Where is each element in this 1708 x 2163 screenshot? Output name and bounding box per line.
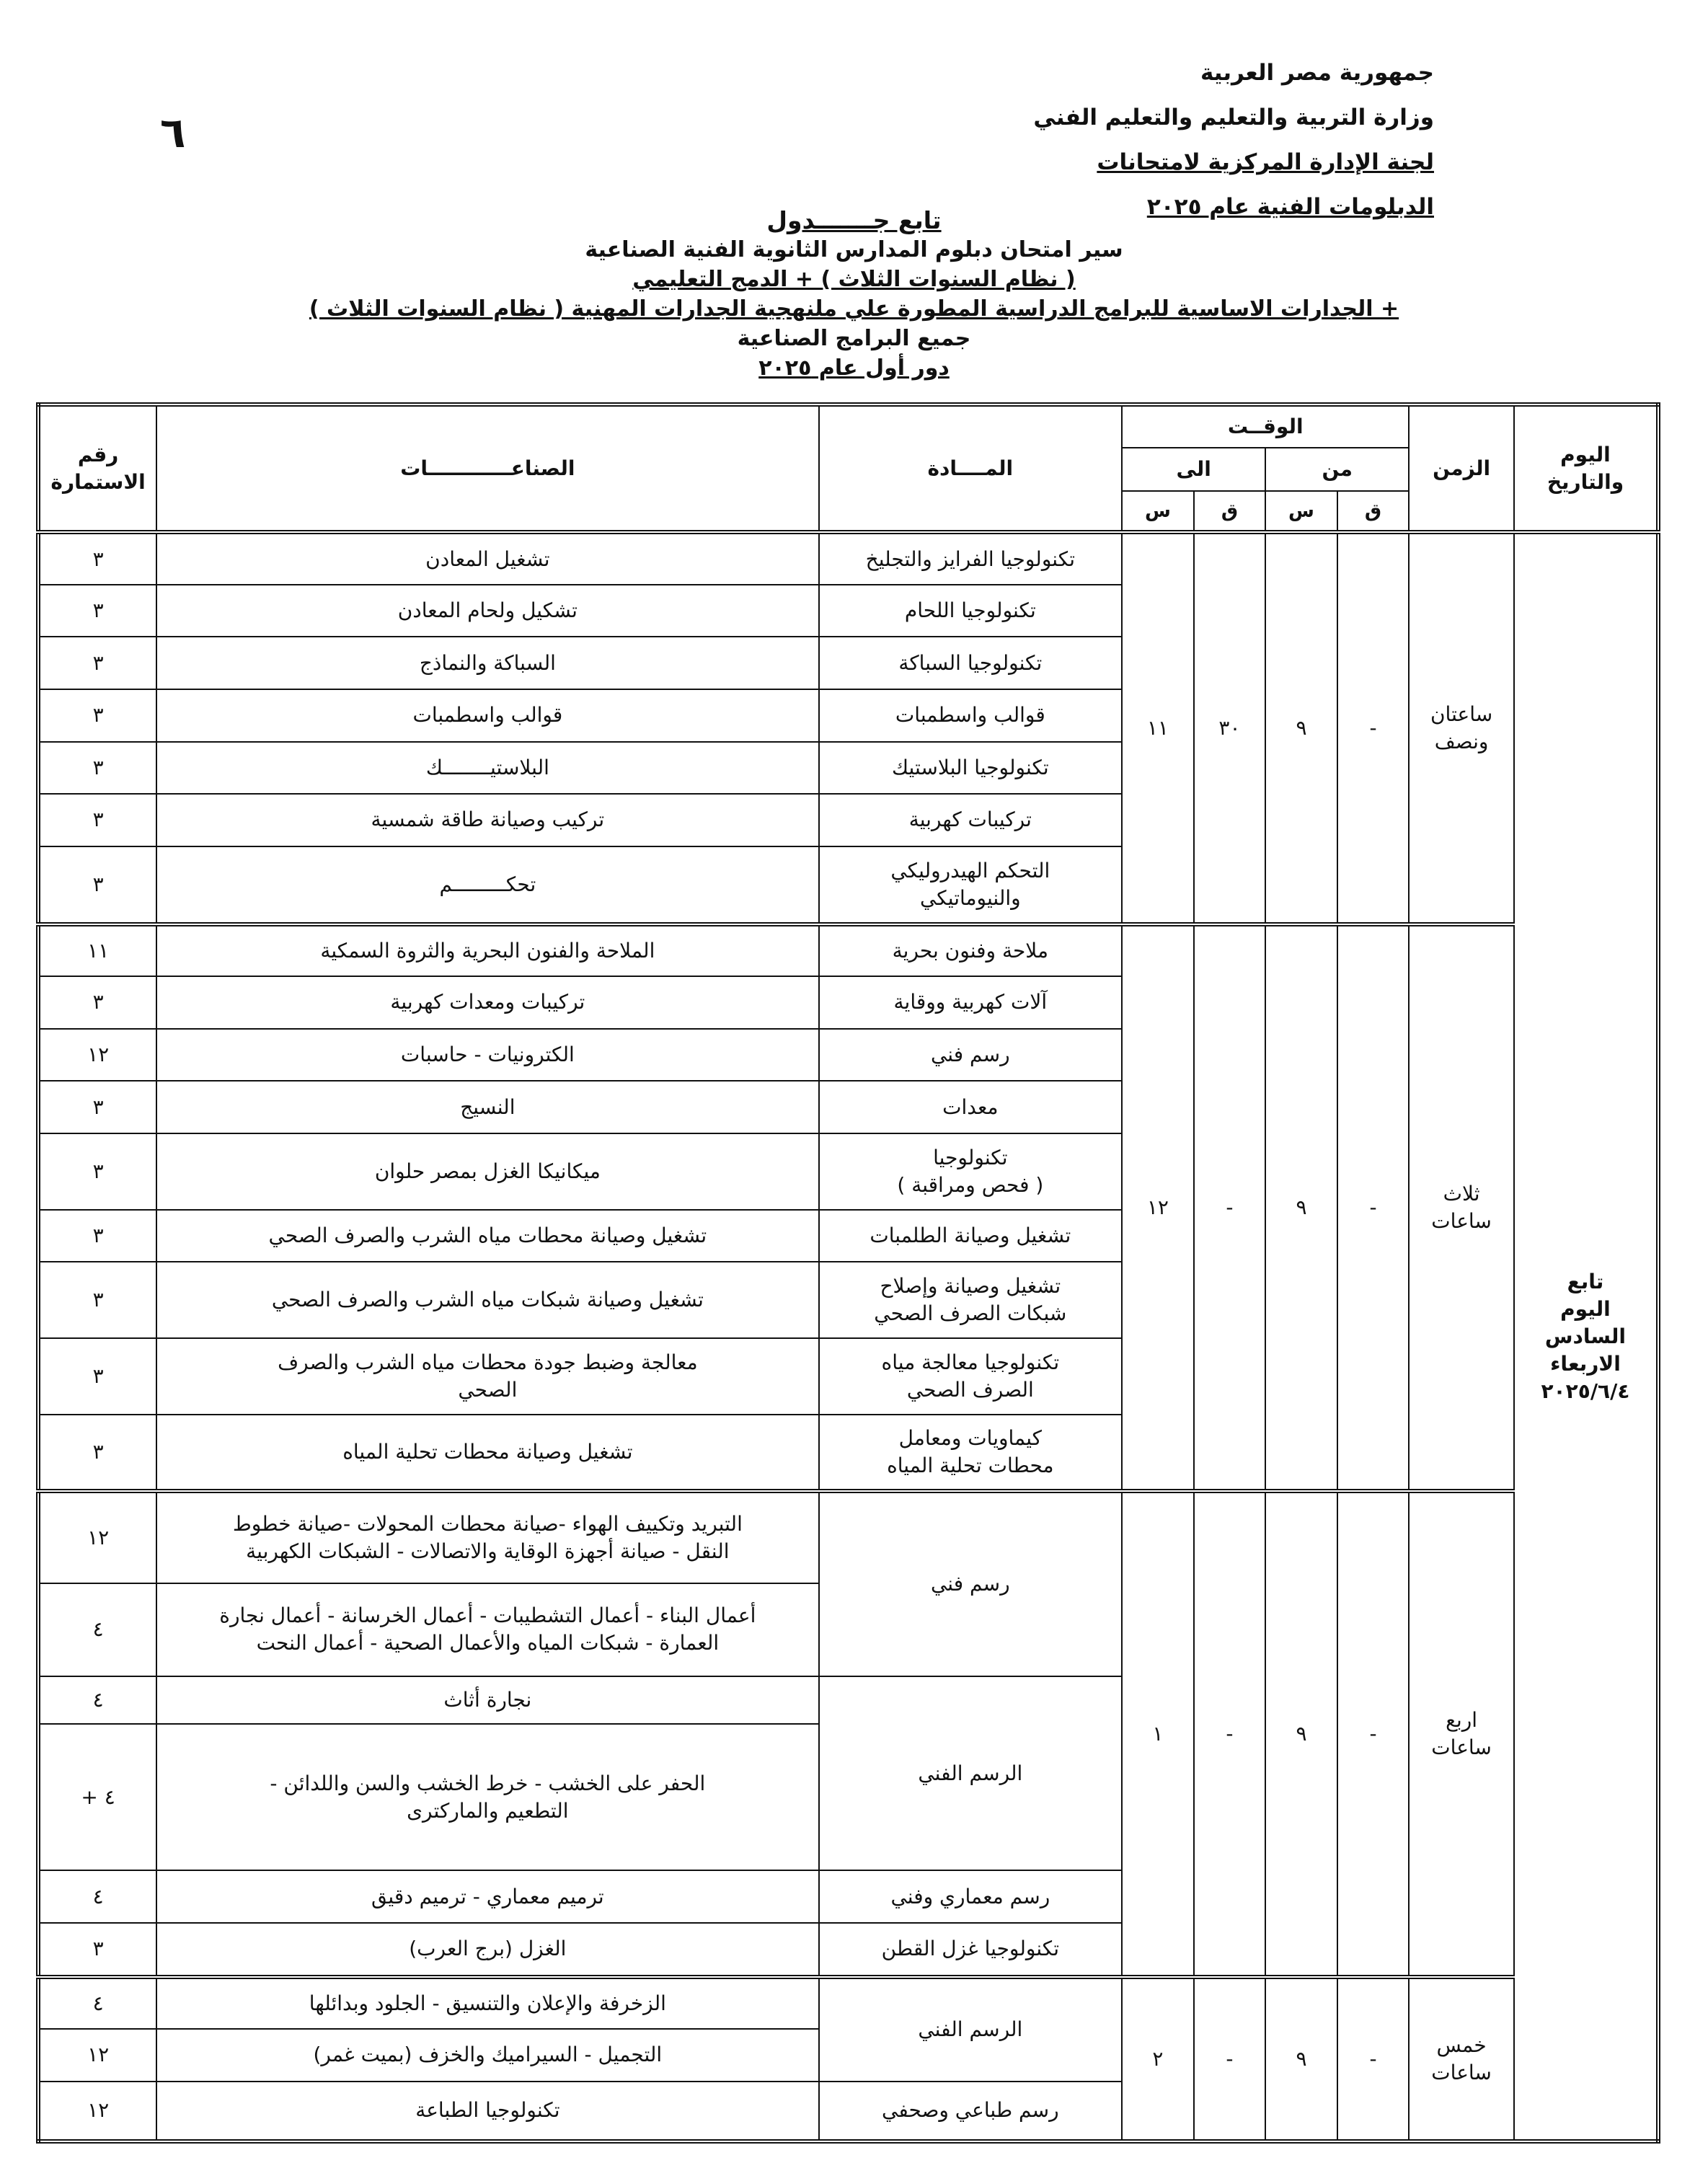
form-number-cell: ٣ <box>38 1923 156 1977</box>
industry-text: قوالب واسطمبات <box>412 703 563 727</box>
subject-cell <box>819 976 1123 1029</box>
industry-cell <box>156 1210 818 1262</box>
industry-cell <box>156 742 818 795</box>
subject-text: تكنولوجيا الفرايز والتجليخ <box>865 547 1075 571</box>
from-minutes-cell: - <box>1337 1977 1410 2141</box>
title-line: دور أول عام ٢٠٢٥ <box>758 355 950 381</box>
header-duration: الزمن <box>1409 404 1514 532</box>
form-number-cell: ٣ <box>38 532 156 585</box>
subject-text: شبكات الصرف الصحي <box>874 1301 1067 1326</box>
header-line-diplomas: الدبلومات الفنية عام ٢٠٢٥ <box>1146 194 1434 220</box>
industry-text: تكنولوجيا الطباعة <box>415 2098 560 2123</box>
duration-cell <box>1409 1977 1514 2141</box>
industry-cell <box>156 1029 818 1082</box>
form-number-cell: ٣ <box>38 742 156 795</box>
industry-cell <box>156 794 818 846</box>
header-line-ministry: وزارة التربية والتعليم والتعليم الفني <box>1033 105 1434 131</box>
industry-cell <box>156 2082 818 2141</box>
day-date-cell <box>1514 532 1658 2141</box>
subject-text: ملاحة وفنون بحرية <box>892 938 1048 963</box>
subject-cell <box>819 742 1123 795</box>
ministry-header <box>1033 50 1434 229</box>
industry-text: ترميم معماري - ترميم دقيق <box>371 1884 604 1908</box>
industry-cell <box>156 1491 818 1584</box>
industry-cell <box>156 924 818 977</box>
to-hours-cell: ١٢ <box>1122 924 1194 1491</box>
subject-text: تكنولوجيا البلاستيك <box>891 755 1049 779</box>
day-line: السادس <box>1544 1324 1627 1349</box>
subject-cell <box>819 1676 1123 1871</box>
industry-cell <box>156 1415 818 1491</box>
form-number-cell: ٣ <box>38 1081 156 1133</box>
industry-text: التطعيم والماركترى <box>407 1798 569 1823</box>
subject-cell <box>819 794 1123 846</box>
duration-line: ثلاث <box>1443 1181 1480 1206</box>
industry-cell <box>156 976 818 1029</box>
subject-cell <box>819 637 1123 689</box>
subject-text: تكنولوجيا غزل القطن <box>881 1937 1060 1961</box>
duration-cell <box>1409 532 1514 924</box>
industry-cell <box>156 1724 818 1870</box>
day-line: تابع <box>1567 1270 1604 1294</box>
to-hours-cell: ٢ <box>1122 1977 1194 2141</box>
from-minutes-cell: - <box>1337 1491 1410 1977</box>
duration-cell <box>1409 1491 1514 1977</box>
form-number-cell: ٣ <box>38 1262 156 1338</box>
subject-cell <box>819 846 1123 924</box>
industry-text: التجميل - السيراميك والخزف (بميت غمر) <box>313 2043 663 2067</box>
subject-cell <box>819 1415 1123 1491</box>
subject-text: تركيبات كهربية <box>908 808 1032 832</box>
industry-text: النقل - صيانة أجهزة الوقاية والاتصالات - الشبكات الكهربية <box>246 1539 730 1563</box>
industry-text: الحفر على الخشب - خرط الخشب والسن واللدائن - <box>270 1771 706 1795</box>
form-number-cell: ٤ <box>38 1870 156 1923</box>
header-to: الى <box>1122 448 1265 491</box>
form-number-cell: ٤ <box>38 1583 156 1676</box>
from-hours-cell: ٩ <box>1265 924 1337 1491</box>
subject-text: رسم معماري وفني <box>890 1884 1050 1908</box>
duration-cell <box>1409 924 1514 1491</box>
duration-line: خمس <box>1436 2032 1487 2057</box>
subject-text: الرسم الفني <box>918 2017 1023 2042</box>
day-line: ٢٠٢٥/٦/٤ <box>1541 1379 1630 1404</box>
exam-schedule-table <box>36 402 1660 2144</box>
title-line: جميع البرامج الصناعية <box>737 326 971 351</box>
subject-text: رسم فني <box>930 1572 1010 1596</box>
industry-text: تشغيل وصيانة محطات تحلية المياه <box>342 1439 633 1464</box>
industry-cell <box>156 1676 818 1724</box>
day-line: الاربعاء <box>1550 1352 1621 1376</box>
industry-cell <box>156 532 818 585</box>
subject-text: رسم طباعي وصحفي <box>882 2098 1059 2123</box>
subject-cell <box>819 1081 1123 1133</box>
industry-cell <box>156 1977 818 2030</box>
form-number-cell: ٣ <box>38 846 156 924</box>
form-number-cell: ٤ + <box>38 1724 156 1870</box>
subject-cell <box>819 1338 1123 1415</box>
header-subject: المــــادة <box>819 404 1123 532</box>
industry-text: نجارة أثاث <box>443 1687 532 1712</box>
subject-text: قوالب واسطمبات <box>895 703 1045 727</box>
industry-cell <box>156 1338 818 1415</box>
industry-cell <box>156 1133 818 1210</box>
industry-text: التبريد وتكييف الهواء -صيانة محطات المحولات -صيانة خطوط <box>232 1511 743 1536</box>
duration-line: ساعات <box>1431 2060 1492 2084</box>
form-number-cell: ١٢ <box>38 1491 156 1584</box>
duration-line: اربع <box>1446 1707 1478 1732</box>
duration-line: ساعات <box>1431 1208 1492 1233</box>
subject-text: الرسم الفني <box>918 1761 1023 1785</box>
day-line: اليوم <box>1560 1297 1611 1322</box>
industry-cell <box>156 1583 818 1676</box>
to-minutes-cell: - <box>1194 924 1266 1491</box>
industry-text: تشغيل وصيانة محطات مياه الشرب والصرف الصحي <box>268 1223 707 1247</box>
to-minutes-cell: ٣٠ <box>1194 532 1266 924</box>
duration-line: ساعات <box>1431 1735 1492 1759</box>
header-form-number: رقم الاستمارة <box>38 404 156 532</box>
subject-text: تكنولوجيا <box>933 1145 1008 1169</box>
duration-line: ساعتان <box>1430 702 1493 726</box>
subject-text: التحكم الهيدروليكي <box>890 858 1050 883</box>
from-minutes-cell: - <box>1337 532 1410 924</box>
industry-text: أعمال البناء - أعمال التشطيبات - أعمال الخرسانة - أعمال نجارة <box>219 1604 756 1628</box>
subject-text: الصرف الصحي <box>906 1377 1034 1402</box>
header-line-committee: لجنة الإدارة المركزية لامتحانات <box>1097 149 1434 175</box>
header-line-country: جمهورية مصر العربية <box>1200 60 1434 86</box>
from-hours-cell: ٩ <box>1265 532 1337 924</box>
industry-text: تحكـــــــــم <box>439 872 536 896</box>
subject-cell <box>819 2082 1123 2141</box>
industry-text: الصحي <box>458 1377 518 1402</box>
subject-text: تكنولوجيا اللحام <box>904 598 1036 623</box>
subject-text: معدات <box>942 1094 999 1119</box>
form-number-cell: ١٢ <box>38 2029 156 2082</box>
subject-text: تكنولوجيا معالجة مياه <box>881 1350 1060 1374</box>
from-hours-cell: ٩ <box>1265 1491 1337 1977</box>
subject-cell <box>819 1133 1123 1210</box>
duration-line: ونصف <box>1434 729 1489 753</box>
industry-cell <box>156 637 818 689</box>
to-hours-cell: ١ <box>1122 1491 1194 1977</box>
subject-cell <box>819 1210 1123 1262</box>
subject-cell <box>819 924 1123 977</box>
industry-cell <box>156 1923 818 1977</box>
header-to-hours: س <box>1122 491 1194 532</box>
industry-text: تركيبات ومعدات كهربية <box>390 990 585 1014</box>
title-line: سير امتحان دبلوم المدارس الثانوية الفنية الصناعية <box>585 237 1123 262</box>
header-industries: الصناعــــــــــــات <box>156 404 818 532</box>
industry-text: معالجة وضبط جودة محطات مياه الشرب والصرف <box>278 1350 698 1374</box>
industry-cell <box>156 2029 818 2082</box>
to-hours-cell: ١١ <box>1122 532 1194 924</box>
industry-text: السباكة والنماذج <box>419 650 556 675</box>
subject-cell <box>819 1029 1123 1082</box>
industry-text: تشغيل المعادن <box>425 547 550 571</box>
header-from-minutes: ق <box>1337 491 1410 532</box>
to-minutes-cell: - <box>1194 1491 1266 1977</box>
subject-text: تشغيل وصيانة وإصلاح <box>880 1274 1061 1299</box>
to-minutes-cell: - <box>1194 1977 1266 2141</box>
header-from: من <box>1265 448 1409 491</box>
industry-cell <box>156 1870 818 1923</box>
subject-cell <box>819 1262 1123 1338</box>
title-line: ( نظام السنوات الثلاث ) + الدمج التعليمي <box>632 267 1076 292</box>
form-number-cell: ٣ <box>38 689 156 742</box>
industry-text: تركيب وصيانة طاقة شمسية <box>371 808 605 832</box>
form-number-cell: ٣ <box>38 1415 156 1491</box>
form-number-cell: ٤ <box>38 1977 156 2030</box>
industry-text: الزخرفة والإعلان والتنسيق - الجلود وبدائلها <box>309 1991 666 2015</box>
industry-text: النسيج <box>460 1094 516 1119</box>
form-number-cell: ٣ <box>38 1133 156 1210</box>
header-to-minutes: ق <box>1194 491 1266 532</box>
form-number-cell: ٣ <box>38 976 156 1029</box>
title-block <box>0 205 1708 383</box>
subject-text: تكنولوجيا السباكة <box>898 650 1043 675</box>
subject-text: آلات كهربية ووقاية <box>893 990 1048 1014</box>
header-from-hours: س <box>1265 491 1337 532</box>
subject-cell <box>819 585 1123 637</box>
subject-text: محطات تحلية المياه <box>887 1453 1054 1477</box>
form-number-cell: ١١ <box>38 924 156 977</box>
form-number-cell: ٣ <box>38 1210 156 1262</box>
industry-text: البلاستيــــــــك <box>425 755 549 779</box>
industry-text: الملاحة والفنون البحرية والثروة السمكية <box>320 938 655 963</box>
industry-cell <box>156 1081 818 1133</box>
form-number-cell: ٤ <box>38 1676 156 1724</box>
subject-text: ( فحص ومراقبة ) <box>897 1172 1044 1197</box>
form-number-cell: ٣ <box>38 637 156 689</box>
title-line: + الجدارات الاساسية للبرامج الدراسية المطورة علي ملنهجية الجدارات المهنية ( نظام السنوات الثلاث ) <box>309 296 1399 322</box>
subject-text: رسم فني <box>930 1043 1010 1067</box>
title-line: تابع جـــــــدول <box>766 206 942 234</box>
subject-cell <box>819 1870 1123 1923</box>
subject-cell <box>819 1491 1123 1676</box>
form-number-cell: ١٢ <box>38 2082 156 2141</box>
from-minutes-cell: - <box>1337 924 1410 1491</box>
industry-cell <box>156 1262 818 1338</box>
industry-text: الكترونيات - حاسبات <box>400 1043 575 1067</box>
header-time: الوقــت <box>1122 404 1409 448</box>
subject-text: تشغيل وصيانة الطلمبات <box>870 1223 1071 1247</box>
page-number: ٦ <box>160 108 186 157</box>
form-number-cell: ٣ <box>38 585 156 637</box>
from-hours-cell: ٩ <box>1265 1977 1337 2141</box>
industry-text: العمارة - شبكات المياه والأعمال الصحية - أعمال النحت <box>256 1631 720 1655</box>
subject-cell <box>819 1977 1123 2082</box>
industry-cell <box>156 585 818 637</box>
header-day-date: اليوم والتاريخ <box>1514 404 1658 532</box>
subject-cell <box>819 532 1123 585</box>
industry-cell <box>156 689 818 742</box>
subject-cell <box>819 1923 1123 1977</box>
subject-cell <box>819 689 1123 742</box>
industry-cell <box>156 846 818 924</box>
industry-text: ميكانيكا الغزل بمصر حلوان <box>374 1159 601 1183</box>
subject-text: والنيوماتيكي <box>919 885 1021 910</box>
industry-text: الغزل (برج العرب) <box>409 1937 567 1961</box>
form-number-cell: ٣ <box>38 1338 156 1415</box>
form-number-cell: ٣ <box>38 794 156 846</box>
industry-text: تشكيل ولحام المعادن <box>397 598 578 623</box>
subject-text: كيماويات ومعامل <box>898 1425 1043 1450</box>
form-number-cell: ١٢ <box>38 1029 156 1082</box>
industry-text: تشغيل وصيانة شبكات مياه الشرب والصرف الصحي <box>271 1288 704 1312</box>
